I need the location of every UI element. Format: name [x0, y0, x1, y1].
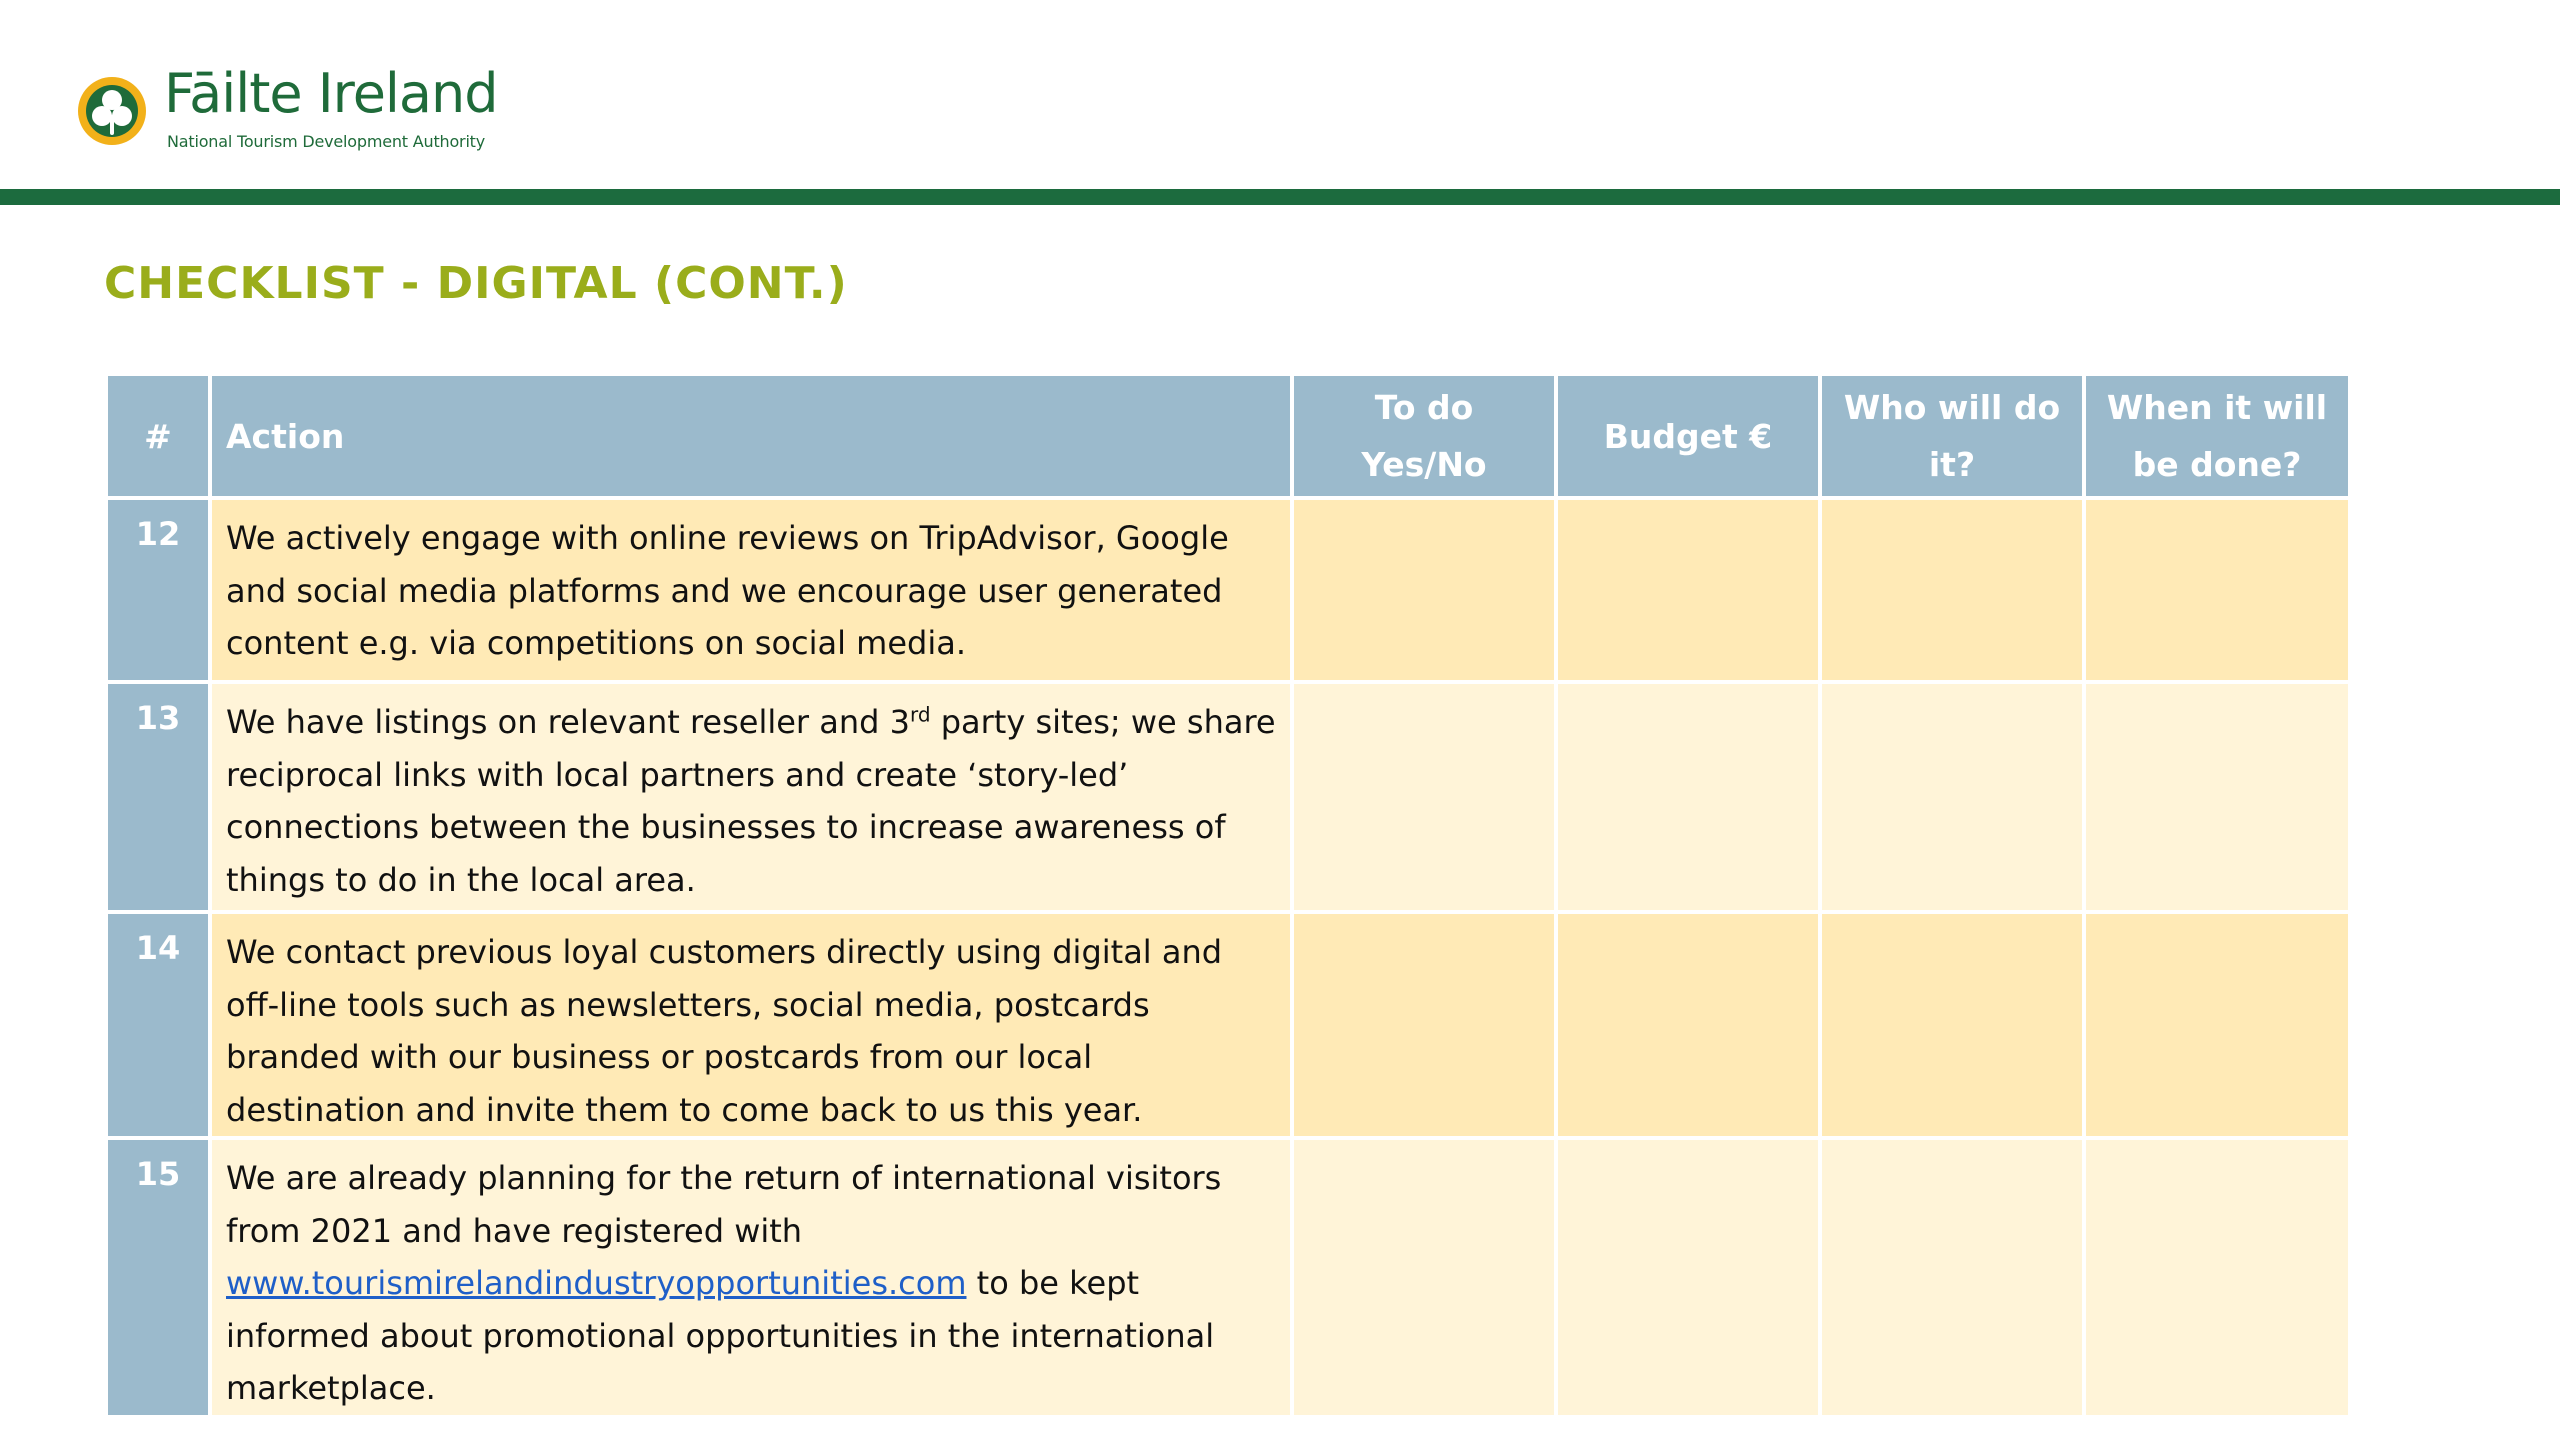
table-row — [106, 498, 2350, 682]
action-text: to be kept informed about promotional opportunities in the international marketplace. — [226, 1264, 1215, 1407]
row-number: 14 — [106, 912, 210, 1138]
when-cell[interactable] — [2084, 682, 2350, 912]
table-row — [106, 1138, 2350, 1417]
table-header-row — [106, 374, 2350, 498]
action-text: party sites; we share reciprocal links with local partners and create ‘story-led’ connections between the businesses to increase awareness of things to do in the local area. — [226, 703, 1276, 899]
budget-cell[interactable] — [1556, 1138, 1820, 1417]
ordinal-suffix: rd — [909, 702, 931, 727]
tourism-opportunities-link[interactable]: www.tourismirelandindustryopportunities.com — [226, 1264, 967, 1302]
who-cell[interactable] — [1820, 498, 2084, 682]
header-action: Action — [210, 374, 1292, 498]
checklist-table — [104, 372, 2352, 1419]
logo-subtitle: National Tourism Development Authority — [167, 132, 486, 151]
header-todo: To do Yes/No — [1292, 374, 1556, 498]
shamrock-logo-icon — [74, 73, 150, 149]
row-number: 15 — [106, 1138, 210, 1417]
row-action — [210, 1138, 1292, 1417]
header-when: When it will be done? — [2084, 374, 2350, 498]
table-row — [106, 682, 2350, 912]
budget-cell[interactable] — [1556, 912, 1820, 1138]
who-cell[interactable] — [1820, 912, 2084, 1138]
when-cell[interactable] — [2084, 498, 2350, 682]
header-who: Who will do it? — [1820, 374, 2084, 498]
row-number: 12 — [106, 498, 210, 682]
who-cell[interactable] — [1820, 682, 2084, 912]
header-budget: Budget € — [1556, 374, 1820, 498]
todo-cell[interactable] — [1292, 682, 1556, 912]
page-title: CHECKLIST - DIGITAL (CONT.) — [104, 258, 848, 309]
when-cell[interactable] — [2084, 1138, 2350, 1417]
budget-cell[interactable] — [1556, 682, 1820, 912]
table-row — [106, 912, 2350, 1138]
todo-cell[interactable] — [1292, 912, 1556, 1138]
action-text: We have listings on relevant reseller and 3 — [226, 703, 910, 741]
action-text: We are already planning for the return of international visitors from 2021 and have registered with — [226, 1159, 1222, 1250]
todo-cell[interactable] — [1292, 498, 1556, 682]
row-number: 13 — [106, 682, 210, 912]
header-number: # — [106, 374, 210, 498]
failte-ireland-logo — [74, 62, 504, 158]
when-cell[interactable] — [2084, 912, 2350, 1138]
todo-cell[interactable] — [1292, 1138, 1556, 1417]
budget-cell[interactable] — [1556, 498, 1820, 682]
logo-title: Fāilte Ireland — [164, 62, 498, 125]
row-action: We contact previous loyal customers directly using digital and off-line tools such as newsletters, social media, postcards branded with our business or postcards from our local destination and invite them to come back to us this year. — [210, 912, 1292, 1138]
row-action: We actively engage with online reviews on TripAdvisor, Google and social media platforms and we encourage user generated content e.g. via competitions on social media. — [210, 498, 1292, 682]
header-divider — [0, 189, 2560, 205]
who-cell[interactable] — [1820, 1138, 2084, 1417]
row-action — [210, 682, 1292, 912]
